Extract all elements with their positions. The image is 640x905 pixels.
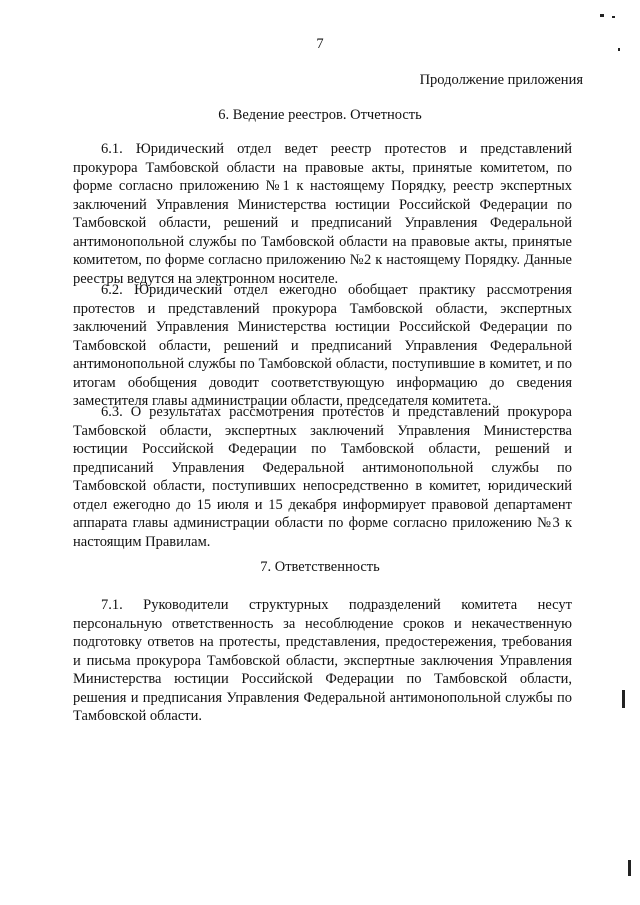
paragraph-6-2: 6.2. Юридический отдел ежегодно обобщает практику рассмотрения протестов и представлений прокурора Тамбовской области, экспертных заключений Управления Министерства юстиции Российской Федерации по Тамбовской области, решений и предписаний Управления Федеральной антимонопольной службы по Тамбовской области, поступившие в комитет, и по итогам обобщения доводит соответствующую информацию до сведения заместителя главы администрации области, председателя комитета. [73,282,572,409]
paragraph-6-1: 6.1. Юридический отдел ведет реестр протестов и представлений прокурора Тамбовской области на правовые акты, принятые комитетом, по форме согласно приложению №1 к настоящему Порядку, реестр экспертных заключений Управления Министерства юстиции Российской Федерации по Тамбовской области, решений и предписаний Управления Федеральной антимонопольной службы по Тамбовской области на правовые акты, принятые комитетом, по форме согласно приложению №2 к настоящему Порядку. Данные реестры ведутся на электронном носителе. [73,141,572,287]
appendix-note: Продолжение приложения [419,72,583,88]
paragraph-7-1: 7.1. Руководители структурных подразделений комитета несут персональную ответственность за несоблюдение сроков и некачественную подготовку ответов на протесты, представления, предостережения, требования и письма прокурора Тамбовской области, экспертные заключения Управления Министерства юстиции Российской Федерации по Тамбовской области, решения и предписания Управления Федеральной антимонопольной службы по Тамбовской области. [73,597,572,724]
section-7-title: 7. Ответственность [260,559,380,575]
scan-artifact [622,690,625,708]
scan-artifact [612,16,615,18]
scan-artifact [628,860,631,876]
paragraph-6-3: 6.3. О результатах рассмотрения протестов и представлений прокурора Тамбовской области, экспертных заключений Управления Министерства юстиции Российской Федерации по Тамбовской области, решений и предписаний Управления Федеральной антимонопольной службы по Тамбовской области, поступивших непосредственно в комитет, юридический отдел ежегодно до 15 июля и 15 декабря информирует правовой департамент аппарата главы администрации области по форме согласно приложению №3 к настоящим Правилам. [73,404,572,550]
scan-artifact [600,14,604,17]
section-6-title: 6. Ведение реестров. Отчетность [218,107,422,123]
page-number: 7 [316,36,324,52]
